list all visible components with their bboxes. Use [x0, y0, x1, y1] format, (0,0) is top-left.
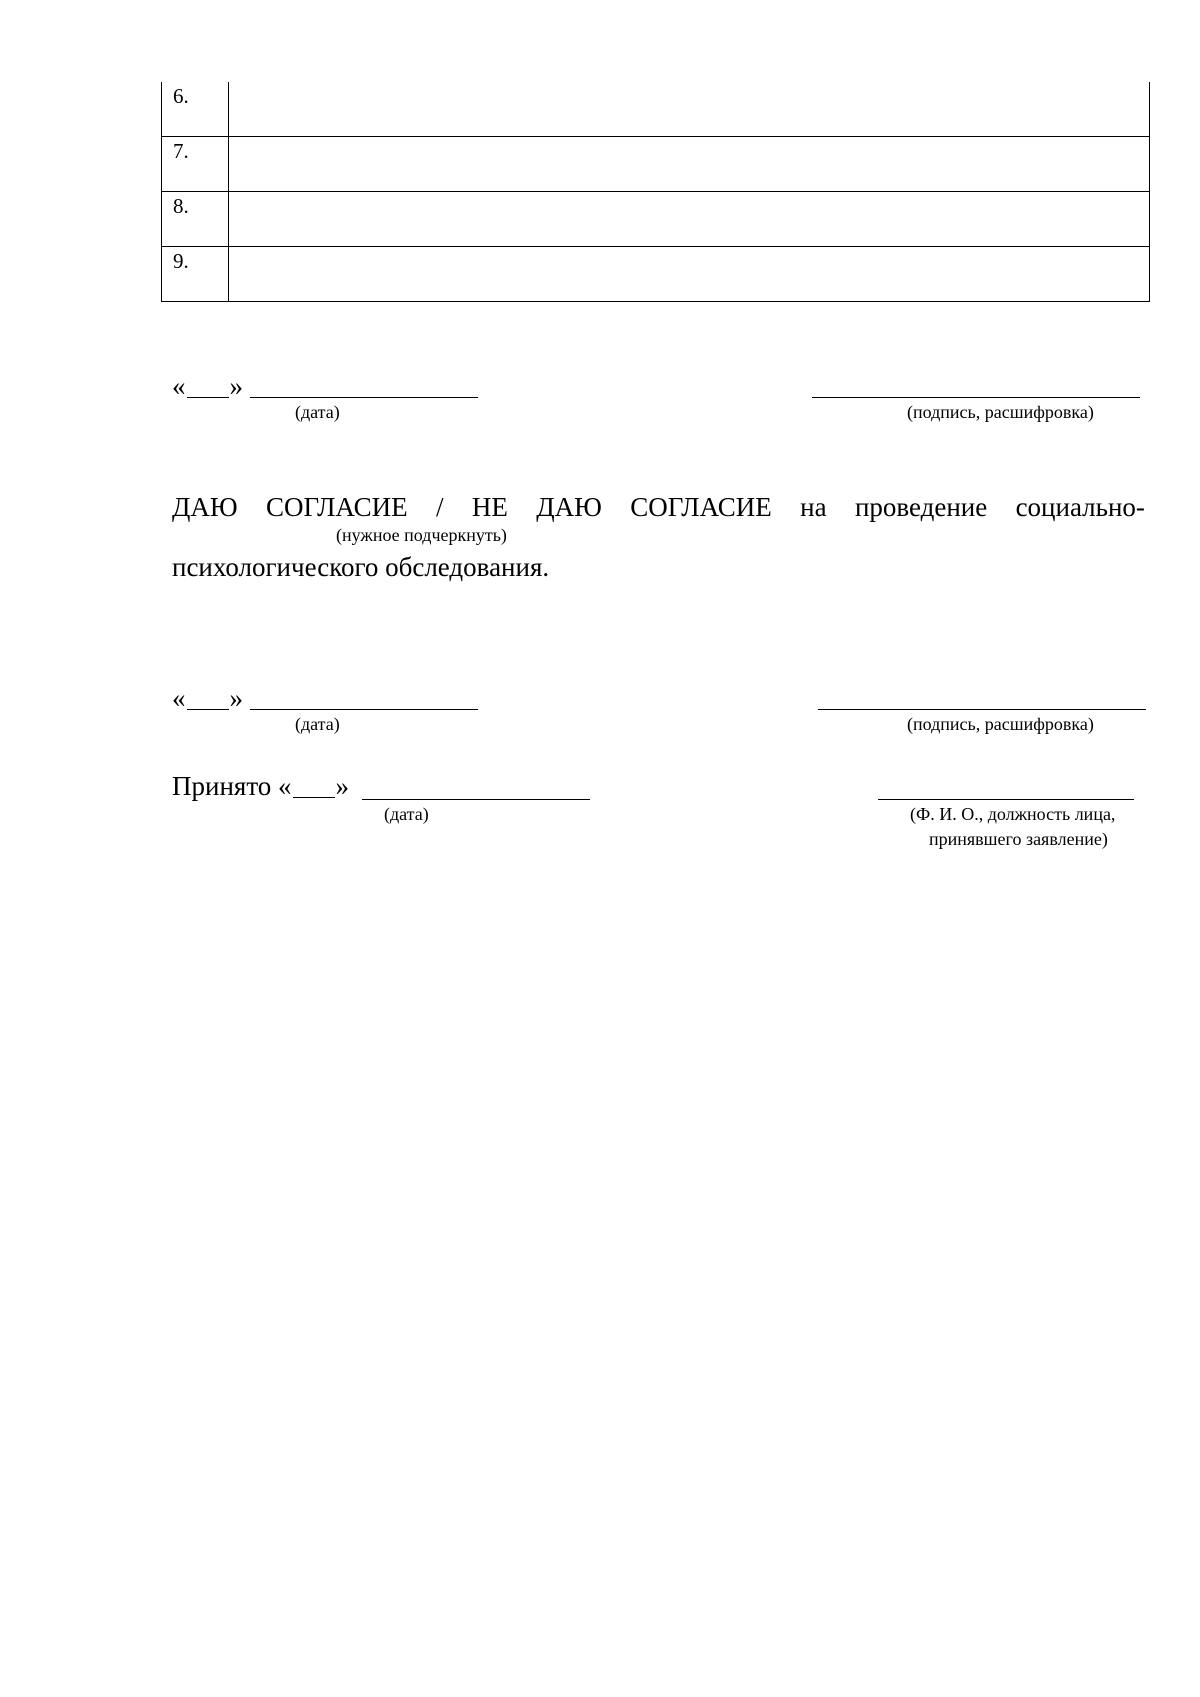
row-number: 6.: [162, 82, 229, 137]
quote-close: »: [335, 771, 350, 801]
accepted-date-field[interactable]: [172, 771, 349, 802]
consent-word: ДАЮ: [536, 492, 602, 522]
accepted-date-caption: (дата): [384, 804, 429, 824]
day-blank[interactable]: [187, 397, 229, 398]
consent-word: ДАЮ: [172, 492, 238, 522]
quote-close: »: [229, 683, 243, 713]
signature-caption-2: (подпись, расшифровка): [907, 714, 1094, 734]
signature-line-2[interactable]: [818, 709, 1146, 710]
consent-statement-line2: психологического обследования.: [172, 552, 550, 582]
quote-open: «: [172, 683, 186, 713]
row-number: 8.: [162, 192, 229, 247]
date-caption-1: (дата): [295, 402, 340, 422]
quote-close: »: [229, 371, 243, 401]
consent-statement-line1: [172, 492, 1145, 523]
signature-line-1[interactable]: [812, 397, 1140, 398]
signature-caption-1: (подпись, расшифровка): [907, 402, 1094, 422]
table-row: [162, 247, 1150, 302]
row-number: 7.: [162, 137, 229, 192]
table-row: [162, 82, 1150, 137]
day-blank[interactable]: [293, 797, 335, 798]
consent-word: НЕ: [471, 492, 508, 522]
row-content-cell[interactable]: [228, 192, 1149, 247]
date-field-1[interactable]: [172, 371, 243, 402]
consent-word: /: [435, 492, 444, 522]
quote-open: «: [278, 771, 292, 801]
consent-word: СОГЛАСИЕ: [266, 492, 408, 522]
official-caption-line1: (Ф. И. О., должность лица,: [910, 804, 1116, 824]
table-row: [162, 192, 1150, 247]
consent-hint: (нужное подчеркнуть): [336, 525, 507, 545]
consent-word: на: [800, 492, 827, 522]
consent-word: проведение: [854, 492, 988, 522]
quote-open: «: [172, 371, 186, 401]
consent-word: социально-: [1015, 492, 1145, 522]
row-content-cell[interactable]: [228, 137, 1149, 192]
applicant-table: [161, 82, 1150, 302]
official-line[interactable]: [878, 799, 1134, 800]
day-blank[interactable]: [187, 709, 229, 710]
row-content-cell[interactable]: [228, 82, 1149, 137]
date-line-2[interactable]: [250, 709, 478, 710]
official-caption-line2: принявшего заявление): [929, 829, 1108, 849]
table-row: [162, 137, 1150, 192]
date-line-1[interactable]: [250, 397, 478, 398]
row-number: 9.: [162, 247, 229, 302]
row-content-cell[interactable]: [228, 247, 1149, 302]
date-caption-2: (дата): [295, 714, 340, 734]
accepted-date-line[interactable]: [362, 799, 590, 800]
date-field-2[interactable]: [172, 683, 243, 714]
consent-word: СОГЛАСИЕ: [630, 492, 772, 522]
accepted-label: Принято: [172, 771, 272, 801]
